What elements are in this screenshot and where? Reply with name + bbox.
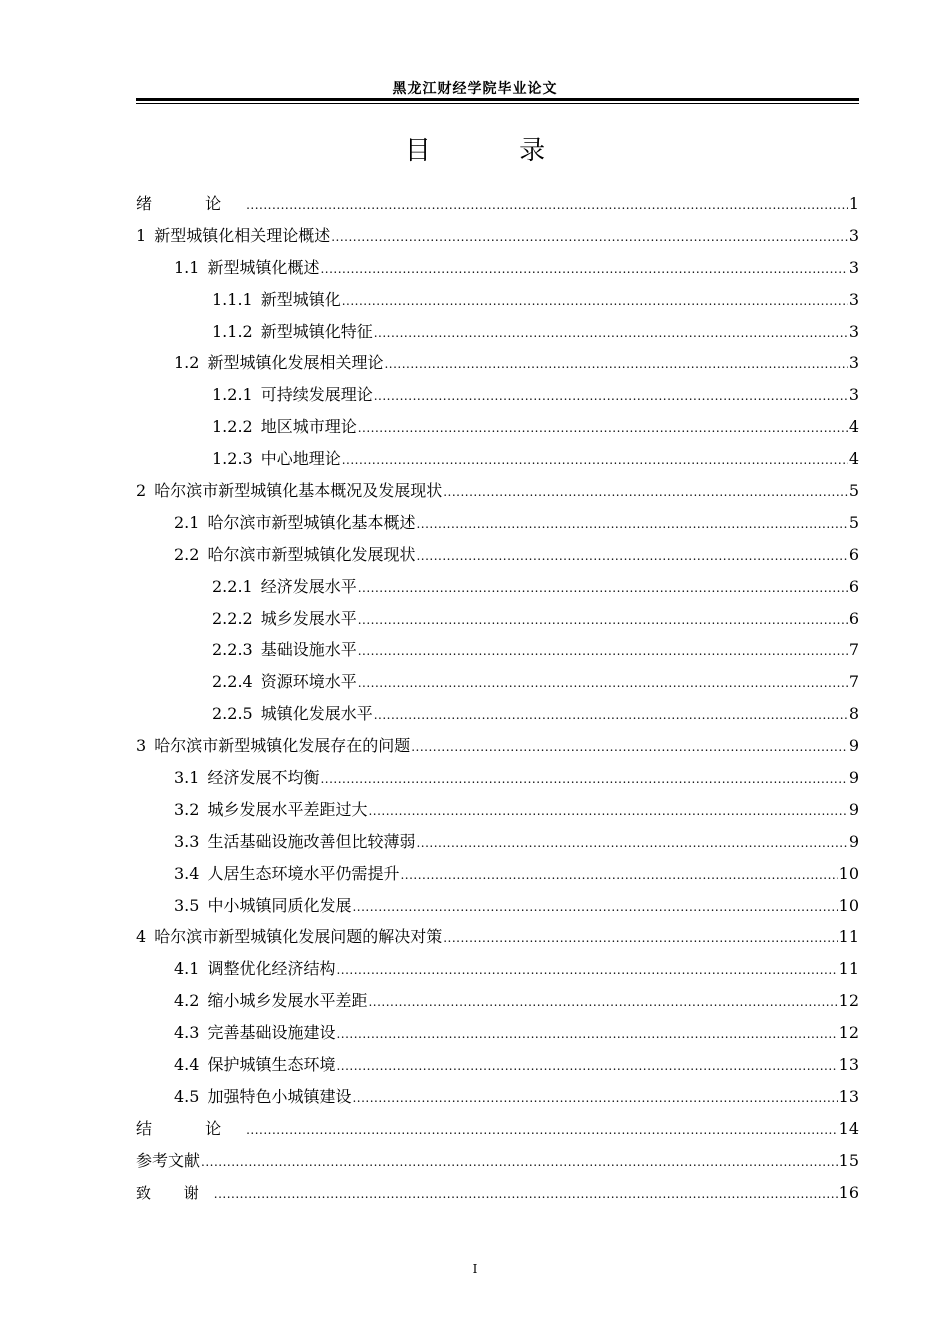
toc-entry-title: 新型城镇化特征 (260, 321, 373, 341)
toc-dot-leader (368, 987, 837, 1017)
toc-entry-title: 新型城镇化发展相关理论 (207, 353, 384, 373)
toc-dot-leader (352, 1083, 837, 1113)
toc-entry-page: 3 (848, 289, 859, 309)
toc-entry-page: 5 (848, 512, 859, 532)
toc-entry-page: 11 (838, 959, 859, 979)
toc-entry-title: 参考文献 (136, 1150, 201, 1170)
toc-entry-page: 3 (848, 257, 859, 277)
toc-entry[interactable] (136, 571, 859, 603)
toc-entry-page: 7 (848, 672, 859, 692)
toc-dot-leader (358, 636, 848, 666)
toc-entry-title: 哈尔滨市新型城镇化基本概述 (207, 512, 416, 532)
toc-dot-leader (342, 445, 848, 475)
toc-entry-page: 12 (838, 1023, 859, 1043)
toc-entry-title: 哈尔滨市新型城镇化发展现状 (207, 544, 416, 564)
toc-entry[interactable] (136, 953, 859, 985)
toc-entry-title: 城乡发展水平 (260, 608, 357, 628)
toc-dot-leader (443, 477, 848, 507)
toc-entry[interactable] (136, 539, 859, 571)
toc-dot-leader (374, 381, 848, 411)
toc-entry-number: 1.1.1 (212, 289, 253, 309)
toc-entry-page: 6 (848, 576, 859, 596)
toc-entry-page: 3 (848, 385, 859, 405)
toc-entry-page: 4 (848, 417, 859, 437)
toc-entry[interactable] (136, 730, 859, 762)
toc-dot-leader (358, 605, 848, 635)
toc-entry-title: 经济发展不均衡 (207, 768, 320, 788)
toc-entry-page: 1 (848, 194, 859, 213)
toc-entry-number: 1.2.2 (212, 417, 253, 437)
toc-entry-page: 9 (848, 768, 859, 788)
toc-entry-title: 致 谢 (136, 1183, 213, 1202)
toc-entry[interactable] (136, 1017, 859, 1049)
toc-dot-leader (336, 1019, 837, 1049)
header-rule-thin (136, 103, 859, 104)
toc-entry-title: 加强特色小城镇建设 (207, 1086, 352, 1106)
toc-entry[interactable] (136, 507, 859, 539)
toc-dot-leader (384, 349, 847, 379)
toc-dot-leader (374, 318, 848, 348)
toc-entry[interactable] (136, 1145, 859, 1177)
toc-entry[interactable] (136, 634, 859, 666)
toc-entry[interactable] (136, 1049, 859, 1081)
toc-entry-number: 2 (136, 481, 147, 501)
toc-entry-number: 4.4 (174, 1055, 200, 1075)
toc-entry-page: 15 (838, 1150, 859, 1170)
toc-entry-number: 3.5 (174, 895, 200, 915)
toc-dot-leader (214, 1179, 838, 1209)
toc-dot-leader (320, 254, 847, 284)
toc-dot-leader (358, 573, 848, 603)
toc-dot-leader (358, 413, 848, 443)
toc-entry[interactable] (136, 475, 859, 507)
toc-entry[interactable] (136, 698, 859, 730)
toc-entry-title: 城乡发展水平差距过大 (207, 799, 368, 819)
toc-entry-page: 6 (848, 608, 859, 628)
toc-dot-leader (443, 923, 837, 953)
toc-entry-number: 4.3 (174, 1023, 200, 1043)
toc-entry-number: 1 (136, 225, 147, 245)
toc-dot-leader (246, 1115, 838, 1145)
toc-entry[interactable] (136, 762, 859, 794)
toc-entry-number: 3.1 (174, 768, 200, 788)
toc-entry[interactable] (136, 858, 859, 890)
toc-dot-leader (246, 190, 848, 220)
toc-entry-number: 3.4 (174, 863, 200, 883)
toc-entry-number: 2.2.1 (212, 576, 253, 596)
toc-entry[interactable] (136, 826, 859, 858)
toc-entry-page: 8 (848, 704, 859, 724)
toc-entry-title: 中心地理论 (260, 449, 341, 469)
toc-entry-number: 1.1 (174, 257, 200, 277)
toc-dot-leader (416, 828, 847, 858)
toc-entry-page: 10 (838, 863, 859, 883)
toc-heading: 目 录 (404, 136, 586, 166)
toc-dot-leader (352, 892, 837, 922)
toc-entry-number: 1.1.2 (212, 321, 253, 341)
toc-entry-number: 4 (136, 927, 147, 947)
toc-entry-title: 哈尔滨市新型城镇化发展存在的问题 (154, 736, 411, 756)
toc-entry[interactable] (136, 890, 859, 922)
toc-entry-title: 调整优化经济结构 (207, 959, 336, 979)
toc-entry-title: 新型城镇化概述 (207, 257, 320, 277)
toc-entry-number: 1.2.1 (212, 385, 253, 405)
toc-entry[interactable] (136, 603, 859, 635)
toc-entry[interactable] (136, 921, 859, 953)
toc-entry[interactable] (136, 1113, 859, 1145)
toc-entry-number: 3.3 (174, 831, 200, 851)
toc-entry-page: 7 (848, 640, 859, 660)
toc-entry-number: 4.5 (174, 1086, 200, 1106)
toc-entry-title: 缩小城乡发展水平差距 (207, 991, 368, 1011)
header-rule-thick (136, 98, 859, 101)
toc-entry-page: 4 (848, 449, 859, 469)
running-header-title: 黑龙江财经学院毕业论文 (392, 81, 558, 97)
toc-entry[interactable] (136, 188, 859, 220)
toc-entry-page: 5 (848, 481, 859, 501)
toc-entry-title: 可持续发展理论 (260, 385, 373, 405)
toc-dot-leader (336, 1051, 837, 1081)
toc-entry[interactable] (136, 284, 859, 316)
toc-entry-title: 基础设施水平 (260, 640, 357, 660)
toc-entry-page: 9 (848, 736, 859, 756)
toc-entry-title: 资源环境水平 (260, 672, 357, 692)
toc-entry-page: 9 (848, 799, 859, 819)
toc-entry[interactable] (136, 411, 859, 443)
toc-dot-leader (416, 509, 847, 539)
toc-entry-number: 1.2 (174, 353, 200, 373)
toc-entry[interactable] (136, 316, 859, 348)
toc-entry-page: 13 (838, 1086, 859, 1106)
toc-entry-title: 城镇化发展水平 (260, 704, 373, 724)
toc-entry-page: 3 (848, 321, 859, 341)
toc-entry-number: 2.1 (174, 512, 200, 532)
toc-entry[interactable] (136, 347, 859, 379)
toc-dot-leader (201, 1147, 838, 1177)
toc-entry[interactable] (136, 794, 859, 826)
toc-entry-page: 6 (848, 544, 859, 564)
toc-dot-leader (416, 541, 847, 571)
toc-entry-page: 12 (838, 991, 859, 1011)
toc-entry-page: 9 (848, 831, 859, 851)
toc-entry-title: 完善基础设施建设 (207, 1023, 336, 1043)
toc-entry-number: 1.2.3 (212, 449, 253, 469)
toc-dot-leader (342, 286, 848, 316)
toc-entry-title: 生活基础设施改善但比较薄弱 (207, 831, 416, 851)
toc-entry-number: 2.2.3 (212, 640, 253, 660)
toc-entry-number: 2.2.4 (212, 672, 253, 692)
toc-entry[interactable] (136, 443, 859, 475)
toc-entry-page: 10 (838, 895, 859, 915)
toc-entry-title: 中小城镇同质化发展 (207, 895, 352, 915)
toc-entry-page: 11 (838, 927, 859, 947)
toc-dot-leader (336, 955, 837, 985)
toc-entry-title: 结 论 (136, 1118, 246, 1138)
toc-dot-leader (374, 700, 848, 730)
toc-entry-title: 新型城镇化相关理论概述 (154, 225, 331, 245)
toc-entry-page: 16 (838, 1182, 859, 1202)
toc-dot-leader (320, 764, 847, 794)
toc-entry-number: 2.2 (174, 544, 200, 564)
toc-dot-leader (358, 668, 848, 698)
toc-entry-number: 3 (136, 736, 147, 756)
toc-entry[interactable] (136, 379, 859, 411)
toc-entry-page: 13 (838, 1055, 859, 1075)
footer-page-number: I (472, 1262, 478, 1276)
toc-entry[interactable] (136, 666, 859, 698)
toc-dot-leader (331, 222, 848, 252)
toc-entry-title: 经济发展水平 (260, 576, 357, 596)
toc-entry-number: 4.2 (174, 991, 200, 1011)
toc-entry[interactable] (136, 220, 859, 252)
toc-entry[interactable] (136, 252, 859, 284)
toc-dot-leader (368, 796, 847, 826)
toc-entry-title: 哈尔滨市新型城镇化基本概况及发展现状 (154, 481, 443, 501)
toc-entry-title: 新型城镇化 (260, 289, 341, 309)
table-of-contents (136, 188, 859, 1209)
toc-entry[interactable] (136, 1177, 859, 1209)
toc-entry[interactable] (136, 985, 859, 1017)
toc-dot-leader (400, 860, 837, 890)
toc-entry-title: 绪 论 (136, 194, 246, 213)
toc-entry-title: 保护城镇生态环境 (207, 1055, 336, 1075)
toc-entry[interactable] (136, 1081, 859, 1113)
toc-entry-page: 14 (838, 1118, 859, 1138)
toc-entry-number: 2.2.2 (212, 608, 253, 628)
toc-entry-number: 3.2 (174, 799, 200, 819)
toc-dot-leader (411, 732, 848, 762)
toc-entry-number: 2.2.5 (212, 704, 253, 724)
toc-entry-title: 哈尔滨市新型城镇化发展问题的解决对策 (154, 927, 443, 947)
toc-entry-title: 人居生态环境水平仍需提升 (207, 863, 400, 883)
toc-entry-title: 地区城市理论 (260, 417, 357, 437)
toc-entry-number: 4.1 (174, 959, 200, 979)
toc-entry-page: 3 (848, 225, 859, 245)
toc-entry-page: 3 (848, 353, 859, 373)
